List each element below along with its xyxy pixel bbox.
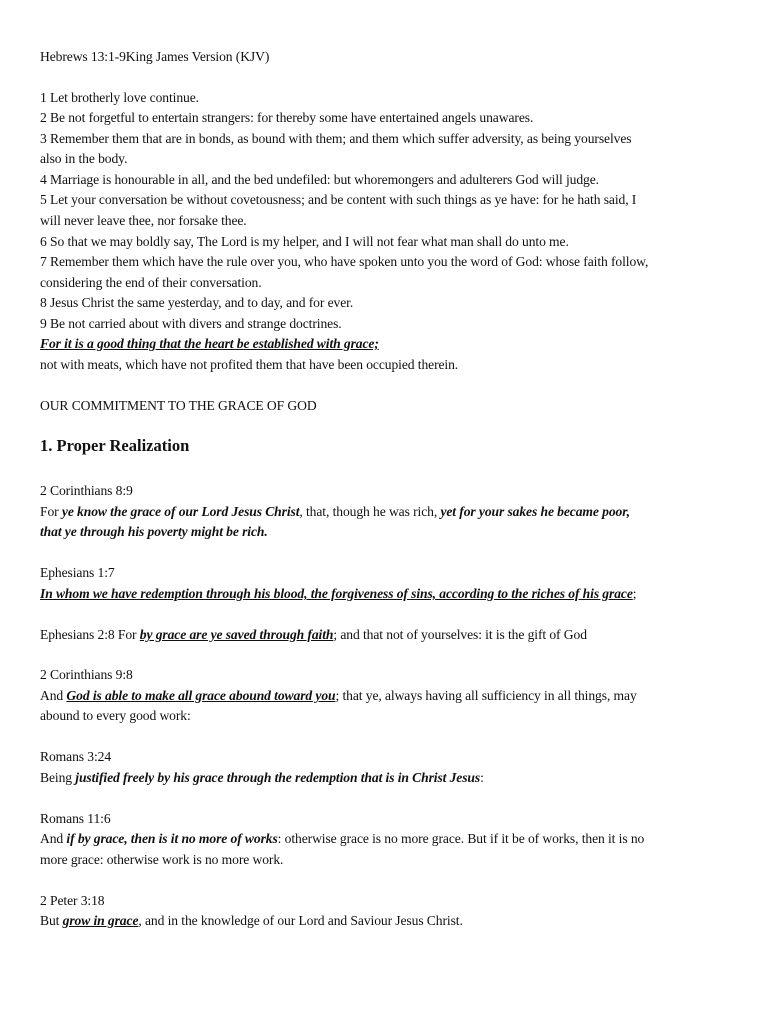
emphasis-run: In whom we have redemption through his blood, the forgiveness of sins, according to the riches of his grace [40, 586, 633, 601]
verse-emphasis: For it is a good thing that the heart be established with grace; [40, 336, 379, 351]
text-run: And [40, 688, 67, 703]
scripture-text: more grace: otherwise work is no more work. [40, 852, 284, 867]
text-run: ; [632, 586, 637, 601]
emphasis-run: by grace are ye saved through faith [139, 627, 334, 642]
verse-line: 9 Be not carried about with divers and strange doctrines. [40, 316, 342, 331]
section-title: OUR COMMITMENT TO THE GRACE OF GOD [40, 398, 317, 413]
emphasis-run: God is able to make all grace abound toward you [66, 688, 336, 703]
verse-line: 7 Remember them which have the rule over you, who have spoken unto you the word of God: whose faith follow, [40, 254, 649, 269]
scripture-reference: 2 Corinthians 9:8 [40, 667, 133, 682]
scripture-reference: Romans 11:6 [40, 811, 111, 826]
scripture-text [40, 625, 730, 645]
text-run: , and in the knowledge of our Lord and Saviour Jesus Christ. [138, 913, 463, 928]
verse-line: will never leave thee, nor forsake thee. [40, 213, 247, 228]
verse-line: 1 Let brotherly love continue. [40, 90, 199, 105]
text-run: ; that ye, always having all sufficiency in all things, may [335, 688, 637, 703]
verse-line: 8 Jesus Christ the same yesterday, and to day, and for ever. [40, 295, 354, 310]
verse-line: 3 Remember them that are in bonds, as bound with them; and them which suffer adversity, as being yourselves [40, 131, 632, 146]
scripture-text: abound to every good work: [40, 708, 191, 723]
text-run: But [40, 913, 63, 928]
verse-line: not with meats, which have not profited them that have been occupied therein. [40, 357, 459, 372]
verse-line: 2 Be not forgetful to entertain strangers: for thereby some have entertained angels unawares. [40, 110, 534, 125]
scripture-reference: 2 Corinthians 8:9 [40, 483, 133, 498]
text-run: Being [40, 770, 76, 785]
verse-line: 4 Marriage is honourable in all, and the bed undefiled: but whoremongers and adulterers God will judge. [40, 172, 599, 187]
text-run: , that, though he was rich, [299, 504, 441, 519]
emphasis-run: justified freely by his grace through the redemption that is in Christ Jesus [75, 770, 481, 785]
scripture-text [40, 829, 730, 849]
section-heading: 1. Proper Realization [40, 436, 190, 455]
emphasis-run: yet for your sakes he became poor, [440, 504, 630, 519]
scripture-text [40, 768, 730, 788]
scripture-reference: Ephesians 1:7 [40, 565, 115, 580]
text-run: : [480, 770, 484, 785]
emphasis-run: grow in grace [62, 913, 139, 928]
scripture-text [40, 686, 730, 706]
verse-line: 6 So that we may boldly say, The Lord is my helper, and I will not fear what man shall do unto me. [40, 234, 569, 249]
text-run: Ephesians 2:8 For [40, 627, 140, 642]
verse-line: considering the end of their conversation. [40, 275, 262, 290]
text-run: And [40, 831, 67, 846]
scripture-text [40, 911, 730, 931]
scripture-text: that ye through his poverty might be rich. [40, 524, 268, 539]
document-header: Hebrews 13:1-9King James Version (KJV) [40, 49, 270, 64]
verse-line: 5 Let your conversation be without covetousness; and be content with such things as ye have: for he hath said, I [40, 192, 637, 207]
scripture-text [40, 502, 730, 522]
emphasis-run: if by grace, then is it no more of works [66, 831, 278, 846]
scripture-text [40, 584, 730, 604]
verse-line: also in the body. [40, 151, 128, 166]
text-run: : otherwise grace is no more grace. But if it be of works, then it is no [277, 831, 645, 846]
scripture-reference: 2 Peter 3:18 [40, 893, 105, 908]
emphasis-run: ye know the grace of our Lord Jesus Christ [61, 504, 300, 519]
text-run: ; and that not of yourselves: it is the gift of God [333, 627, 587, 642]
scripture-reference: Romans 3:24 [40, 749, 112, 764]
text-run: For [40, 504, 62, 519]
